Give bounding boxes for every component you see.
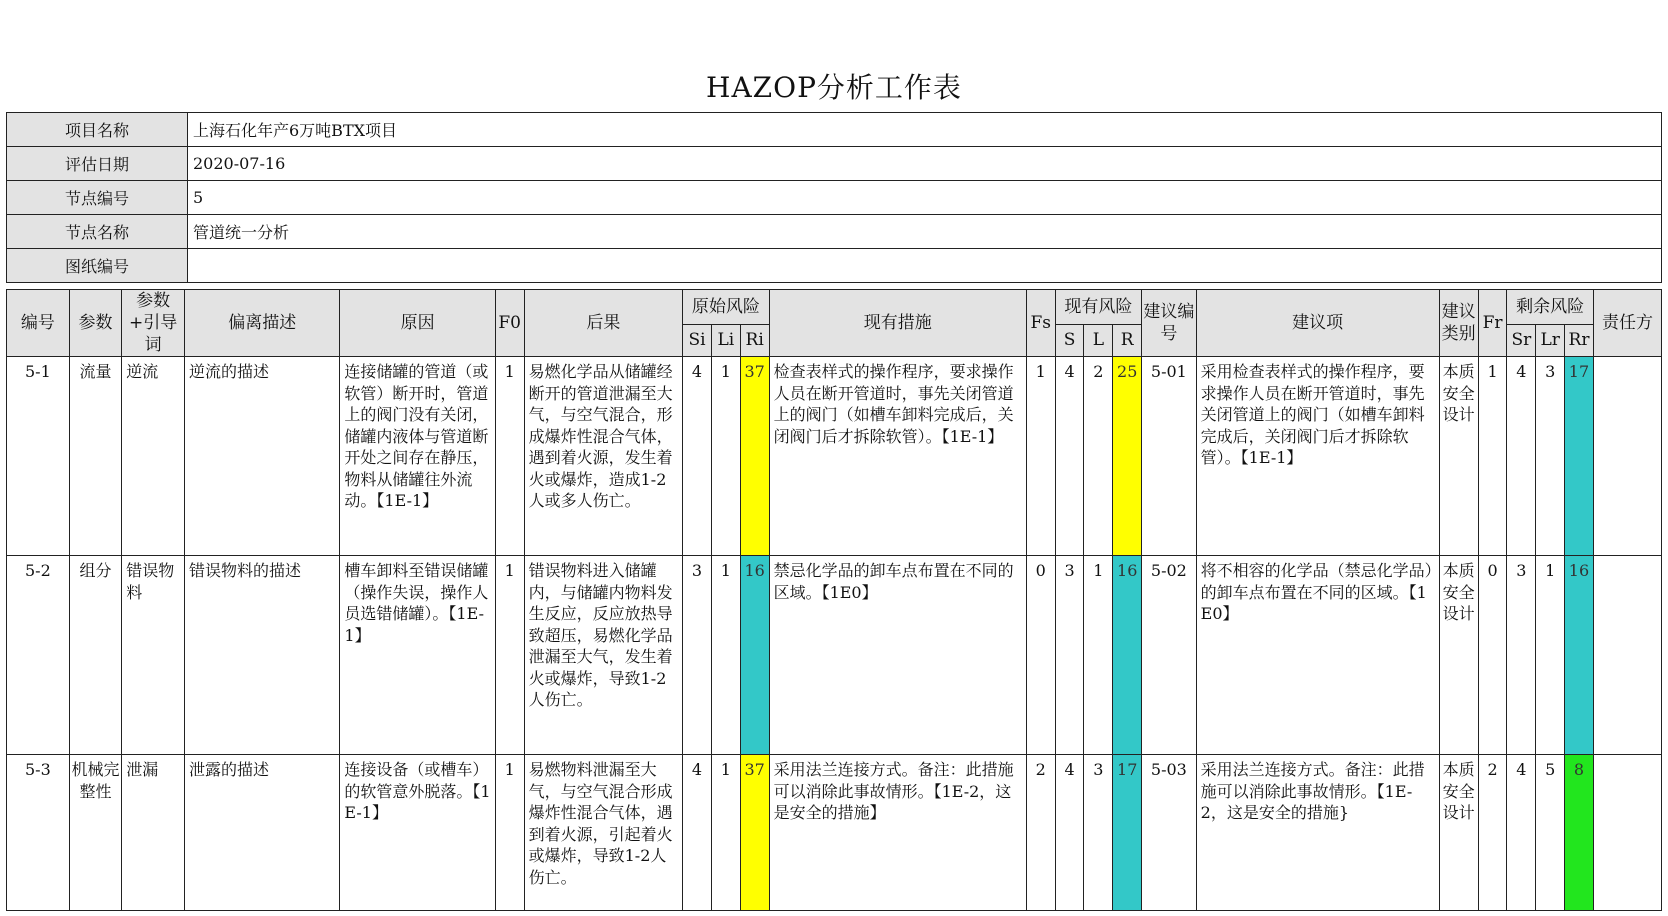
- cell-consequence: 易燃化学品从储罐经断开的管道泄漏至大气，与空气混合，形成爆炸性混合气体，遇到着火源，发生着火或爆炸，造成1-2人或多人伤亡。: [524, 357, 682, 556]
- hazop-table: [6, 289, 1662, 911]
- cell-rec: 将不相容的化学品（禁忌化学品）的卸车点布置在不同的区域。【1E0】: [1196, 556, 1439, 755]
- cell-owner: [1593, 755, 1661, 911]
- info-value: [188, 249, 1662, 283]
- info-row-drawing: [7, 249, 1662, 283]
- cell-rec: 采用检查表样式的操作程序，要求操作人员在断开管道时，事先关闭管道上的阀门（如槽车卸料完成后，关闭阀门后才拆除软管）。【1E-1】: [1196, 357, 1439, 556]
- cell-l: 3: [1084, 755, 1113, 911]
- cell-owner: [1593, 556, 1661, 755]
- cell-lr: 5: [1536, 755, 1565, 911]
- info-row-node-id: [7, 181, 1662, 215]
- cell-si: 3: [683, 556, 712, 755]
- cell-fs: 2: [1026, 755, 1055, 911]
- cell-id: 5-3: [7, 755, 70, 911]
- header-id: 编号: [7, 290, 70, 357]
- cell-deviation: 泄露的描述: [185, 755, 340, 911]
- header-rec-type: 建议类别: [1439, 290, 1478, 357]
- cell-param: 流量: [69, 357, 121, 556]
- header-s: S: [1055, 324, 1084, 356]
- cell-guide: 错误物料: [122, 556, 185, 755]
- header-cause: 原因: [340, 290, 495, 357]
- cell-cause: 连接储罐的管道（或软管）断开时，管道上的阀门没有关闭，储罐内液体与管道断开处之间存在静压，物料从储罐往外流动。【1E-1】: [340, 357, 495, 556]
- cell-measures: 禁忌化学品的卸车点布置在不同的区域。【1E0】: [769, 556, 1026, 755]
- cell-rr: 16: [1565, 556, 1594, 755]
- cell-f0: 1: [495, 357, 524, 556]
- header-l: L: [1084, 324, 1113, 356]
- info-label: 节点名称: [7, 215, 188, 249]
- table-row: [7, 357, 1662, 556]
- cell-id: 5-1: [7, 357, 70, 556]
- table-row: [7, 755, 1662, 911]
- header-sr: Sr: [1507, 324, 1536, 356]
- cell-rec-type: 本质安全设计: [1439, 755, 1478, 911]
- header-rec-id: 建议编号: [1142, 290, 1197, 357]
- header-li: Li: [711, 324, 740, 356]
- cell-li: 1: [711, 755, 740, 911]
- header-r: R: [1113, 324, 1142, 356]
- header-curr-risk: 现有风险: [1055, 290, 1141, 325]
- cell-lr: 3: [1536, 357, 1565, 556]
- header-owner: 责任方: [1593, 290, 1661, 357]
- cell-rec-type: 本质安全设计: [1439, 556, 1478, 755]
- cell-guide: 泄漏: [122, 755, 185, 911]
- info-label: 图纸编号: [7, 249, 188, 283]
- cell-rec-id: 5-01: [1142, 357, 1197, 556]
- cell-fs: 1: [1026, 357, 1055, 556]
- cell-sr: 4: [1507, 755, 1536, 911]
- cell-rec-type: 本质安全设计: [1439, 357, 1478, 556]
- cell-s: 4: [1055, 755, 1084, 911]
- info-value: 上海石化年产6万吨BTX项目: [188, 113, 1662, 147]
- header-rr: Rr: [1565, 324, 1594, 356]
- page-title: HAZOP分析工作表: [706, 71, 962, 104]
- cell-rr: 17: [1565, 357, 1594, 556]
- info-label: 评估日期: [7, 147, 188, 181]
- header-si: Si: [683, 324, 712, 356]
- cell-fr: 0: [1478, 556, 1507, 755]
- info-row-project: [7, 113, 1662, 147]
- header-row-top: [7, 290, 1662, 325]
- cell-si: 4: [683, 357, 712, 556]
- project-info-table: [6, 112, 1662, 283]
- cell-rec-id: 5-02: [1142, 556, 1197, 755]
- header-deviation: 偏离描述: [185, 290, 340, 357]
- header-lr: Lr: [1536, 324, 1565, 356]
- cell-consequence: 错误物料进入储罐内，与储罐内物料发生反应，反应放热导致超压，易燃化学品泄漏至大气，发生着火或爆炸，导致1-2人伤亡。: [524, 556, 682, 755]
- info-row-node-name: [7, 215, 1662, 249]
- header-fr: Fr: [1478, 290, 1507, 357]
- cell-param: 组分: [69, 556, 121, 755]
- cell-r: 17: [1113, 755, 1142, 911]
- header-consequence: 后果: [524, 290, 682, 357]
- cell-measures: 采用法兰连接方式。备注：此措施可以消除此事故情形。【1E-2，这是安全的措施】: [769, 755, 1026, 911]
- cell-measures: 检查表样式的操作程序，要求操作人员在断开管道时，事先关闭管道上的阀门（如槽车卸料完成后，关闭阀门后才拆除软管）。【1E-1】: [769, 357, 1026, 556]
- info-value: 管道统一分析: [188, 215, 1662, 249]
- cell-fs: 0: [1026, 556, 1055, 755]
- header-fs: Fs: [1026, 290, 1055, 357]
- cell-sr: 3: [1507, 556, 1536, 755]
- cell-si: 4: [683, 755, 712, 911]
- cell-cause: 槽车卸料至错误储罐（操作失误，操作人员选错储罐）。【1E-1】: [340, 556, 495, 755]
- cell-lr: 1: [1536, 556, 1565, 755]
- header-orig-risk: 原始风险: [683, 290, 769, 325]
- header-ri: Ri: [740, 324, 769, 356]
- cell-owner: [1593, 357, 1661, 556]
- cell-param: 机械完整性: [69, 755, 121, 911]
- info-value: 5: [188, 181, 1662, 215]
- cell-l: 2: [1084, 357, 1113, 556]
- header-param: 参数: [69, 290, 121, 357]
- info-value: 2020-07-16: [188, 147, 1662, 181]
- cell-fr: 2: [1478, 755, 1507, 911]
- header-guide: 参数+引导词: [122, 290, 185, 357]
- cell-f0: 1: [495, 556, 524, 755]
- cell-ri: 37: [740, 357, 769, 556]
- cell-fr: 1: [1478, 357, 1507, 556]
- cell-deviation: 错误物料的描述: [185, 556, 340, 755]
- cell-li: 1: [711, 357, 740, 556]
- cell-s: 4: [1055, 357, 1084, 556]
- cell-rec: 采用法兰连接方式。备注：此措施可以消除此事故情形。【1E-2，这是安全的措施}: [1196, 755, 1439, 911]
- cell-deviation: 逆流的描述: [185, 357, 340, 556]
- header-resid-risk: 剩余风险: [1507, 290, 1593, 325]
- header-rec: 建议项: [1196, 290, 1439, 357]
- info-row-date: [7, 147, 1662, 181]
- cell-rec-id: 5-03: [1142, 755, 1197, 911]
- cell-cause: 连接设备（或槽车）的软管意外脱落。【1E-1】: [340, 755, 495, 911]
- info-label: 项目名称: [7, 113, 188, 147]
- cell-s: 3: [1055, 556, 1084, 755]
- cell-r: 16: [1113, 556, 1142, 755]
- cell-ri: 37: [740, 755, 769, 911]
- cell-r: 25: [1113, 357, 1142, 556]
- cell-li: 1: [711, 556, 740, 755]
- cell-id: 5-2: [7, 556, 70, 755]
- info-label: 节点编号: [7, 181, 188, 215]
- cell-rr: 8: [1565, 755, 1594, 911]
- cell-sr: 4: [1507, 357, 1536, 556]
- header-f0: F0: [495, 290, 524, 357]
- header-measures: 现有措施: [769, 290, 1026, 357]
- table-row: [7, 556, 1662, 755]
- cell-l: 1: [1084, 556, 1113, 755]
- cell-consequence: 易燃物料泄漏至大气，与空气混合形成爆炸性混合气体，遇到着火源，引起着火或爆炸，导致1-2人伤亡。: [524, 755, 682, 911]
- cell-guide: 逆流: [122, 357, 185, 556]
- cell-f0: 1: [495, 755, 524, 911]
- cell-ri: 16: [740, 556, 769, 755]
